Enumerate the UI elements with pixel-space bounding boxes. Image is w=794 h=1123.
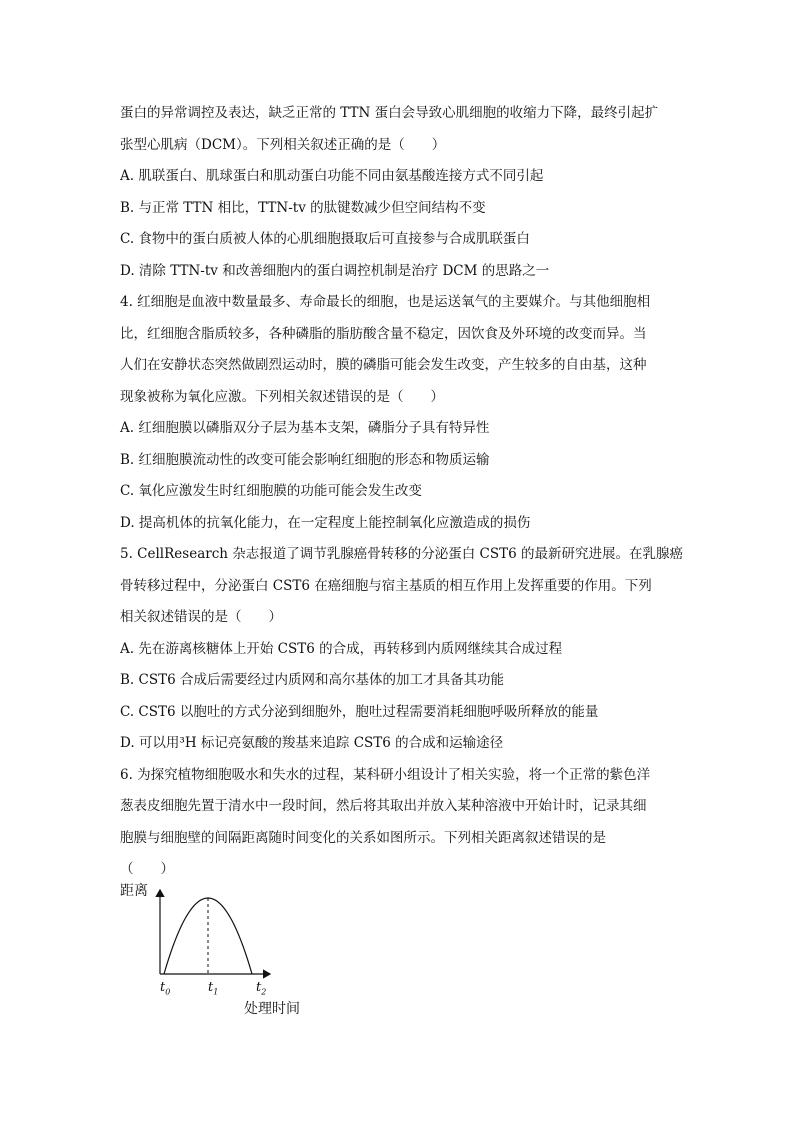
text-line: 蛋白的异常调控及表达，缺乏正常的 TTN 蛋白会导致心肌细胞的收缩力下降，最终引起扩: [120, 105, 659, 121]
option-d: D. 清除 TTN-tv 和改善细胞内的蛋白调控机制是治疗 DCM 的思路之一: [120, 262, 550, 279]
option-b: B. CST6 合成后需要经过内质网和高尔基体的加工才具备其功能: [120, 672, 504, 688]
question-text: [120, 98, 683, 886]
text-line: 胞膜与细胞壁的间隔距离随时间变化的关系如图所示。下列相关距离叙述错误的是: [120, 829, 606, 846]
text-line: 张型心肌病（DCM）。下列相关叙述正确的是（ ）: [120, 136, 446, 153]
option-d: D. 提高机体的抗氧化能力，在一定程度上能控制氧化应激造成的损伤: [120, 514, 531, 531]
text-line: （ ）: [120, 861, 174, 877]
distance-time-graph: [114, 850, 314, 1030]
text-line: 相关叙述错误的是（ ）: [120, 609, 282, 625]
option-a: A. 先在游离核糖体上开始 CST6 的合成，再转移到内质网继续其合成过程: [120, 640, 563, 657]
text-line: 比，红细胞含脂质较多，各种磷脂的脂肪酸含量不稳定，因饮食及外环境的改变而异。当: [120, 325, 647, 342]
option-b: B. 与正常 TTN 相比，TTN-tv 的肽键数减少但空间结构不变: [120, 199, 486, 216]
question-5: 5. CellResearch 杂志报道了调节乳腺癌骨转移的分泌蛋白 CST6 的最新研究进展。在乳腺癌: [120, 546, 683, 562]
option-d: D. 可以用³H 标记亮氨酸的羧基来追踪 CST6 的合成和运输途径: [120, 735, 504, 751]
option-a: A. 肌联蛋白、肌球蛋白和肌动蛋白功能不同由氨基酸连接方式不同引起: [120, 168, 544, 184]
text-line: 现象被称为氧化应激。下列相关叙述错误的是（ ）: [120, 388, 444, 405]
option-c: C. 食物中的蛋白质被人体的心肌细胞摄取后可直接参与合成肌联蛋白: [120, 231, 530, 247]
text-line: 葱表皮细胞先置于清水中一段时间，然后将其取出并放入某种溶液中开始计时，记录其细: [120, 798, 647, 814]
question-4: 4. 红细胞是血液中数量最多、寿命最长的细胞，也是运送氧气的主要媒介。与其他细胞相: [120, 294, 651, 310]
question-6: 6. 为探究植物细胞吸水和失水的过程，某科研小组设计了相关实验，将一个正常的紫色洋: [120, 766, 651, 783]
x-axis-label: 处理时间: [244, 1001, 300, 1017]
option-c: C. 氧化应激发生时红细胞膜的功能可能会发生改变: [120, 483, 422, 499]
tick-t2: $t_2$: [256, 980, 267, 997]
option-c: C. CST6 以胞吐的方式分泌到细胞外，胞吐过程需要消耗细胞呼吸所释放的能量: [120, 703, 599, 720]
text-line: 人们在安静状态突然做剧烈运动时，膜的磷脂可能会发生改变，产生较多的自由基，这种: [120, 357, 647, 373]
text-line: 骨转移过程中，分泌蛋白 CST6 在癌细胞与宿主基质的相互作用上发挥重要的作用。下列: [120, 577, 652, 594]
option-b: B. 红细胞膜流动性的改变可能会影响红细胞的形态和物质运输: [120, 451, 490, 468]
tick-t1: $t_1$: [208, 980, 219, 997]
option-a: A. 红细胞膜以磷脂双分子层为基本支架，磷脂分子具有特异性: [120, 420, 490, 436]
y-axis-label: 距离: [120, 883, 148, 899]
tick-t0: $t_0$: [160, 980, 171, 997]
